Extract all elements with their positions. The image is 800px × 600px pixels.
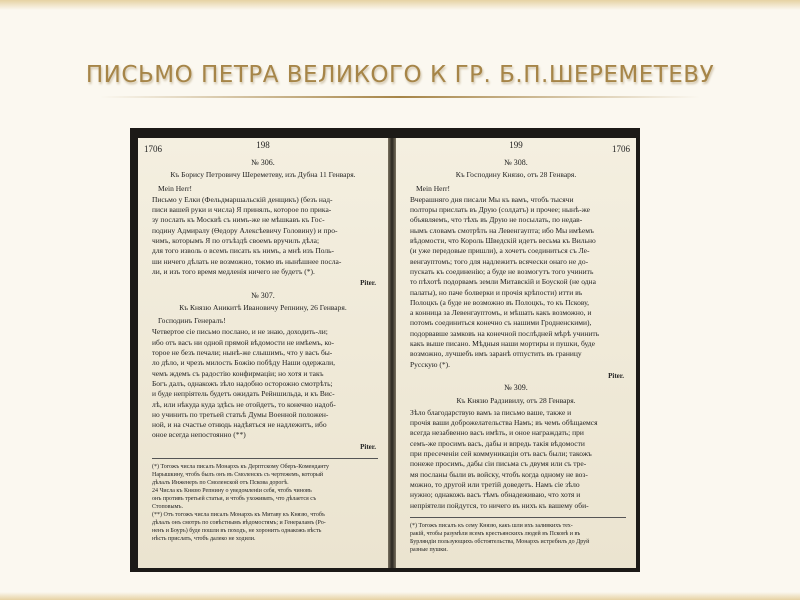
text-line: прочія ваши доброжелательства Намъ; въ чемъ обѣщаемся	[410, 418, 598, 428]
letter-307-signature: Piter.	[360, 442, 376, 451]
right-page-number: 199	[509, 140, 523, 150]
letter-306-address: Къ Борису Петровичу Шереметеву, изъ Дубна 11 Генваря.	[170, 170, 356, 180]
text-line: подину Адмиралу (Ѳедору Алексѣевичу Головину) и про-	[152, 225, 338, 235]
left-page-footnotes	[152, 458, 378, 543]
text-line: Полоцкъ (а буде не возможно въ Полоцкъ, то къ Пскову,	[410, 297, 590, 307]
text-line: ли, и изъ того время медленія ничего не будетъ (*).	[152, 266, 315, 276]
left-page-year: 1706	[144, 144, 162, 154]
letter-307-salutation: Господинъ Генералъ!	[158, 316, 226, 326]
footnote-line: (*) Тогожъ числа писалъ Монархъ къ Дерптскому Оберъ-Коменданту	[152, 464, 330, 471]
text-line: (и уже передовые пришли), а хочетъ соединиться съ Ле-	[410, 246, 590, 256]
slide-title: ПИСЬМО ПЕТРА ВЕЛИКОГО К ГР. Б.П.ШЕРЕМЕТЕВУ	[85, 62, 715, 88]
text-line: зу послать къ Москвѣ съ нимъ-же не мѣшкавъ къ Гос-	[152, 215, 325, 225]
text-line: лѣ, или нѣкуда куда здѣсь не отойдетъ, то конечно надоб-	[152, 399, 336, 409]
footnote-line: (**) Отъ тогожъ числа писалъ Монархъ къ Митаву къ Князю, чтобъ	[152, 512, 325, 519]
text-line: ши ничего дѣлать не возможно, токмо въ нынѣшнее посла-	[152, 256, 342, 266]
left-page-header	[138, 138, 388, 156]
text-line: чимъ, которымъ Я по отъѣздѣ своемъ вручилъ дѣла;	[152, 236, 320, 246]
text-line: Русскую (*).	[410, 359, 450, 369]
text-line: Письмо у Елки (Фельдмаршальскій денщикъ) (безъ над-	[152, 194, 333, 204]
text-line: можно, то другой или третій доведетъ. Намъ сіе зѣло	[410, 479, 580, 489]
text-line: писи вашей руки и числа) Я принялъ, которое по прика-	[152, 205, 332, 215]
text-line: нужно; однакожъ васъ тѣмъ обнадеживаю, что хотя и	[410, 490, 581, 500]
bottom-decor-band	[0, 592, 800, 600]
text-line: всегда незабвенно васъ имѣть, и оное награждать; при	[410, 428, 584, 438]
right-page-footnotes	[410, 517, 626, 554]
footnote-line: (*) Тогожъ писалъ къ сему Князю, какъ шли ихъ заливкихъ тех-	[410, 522, 573, 529]
text-line: палаты), но паче болверки и прочія крѣпости) итти въ	[410, 287, 583, 297]
footnote-line: онъ противъ третьей статьи, и чтобъ ухоживать, что дѣлается съ	[152, 496, 317, 503]
letter-309-address: Къ Князю Радзивилу, отъ 28 Генваря.	[456, 395, 576, 405]
letter-309-body	[410, 408, 626, 511]
text-line: но учинить по третьей статьѣ Думы Военной положен-	[152, 409, 329, 419]
text-line: потомъ соединиться конечно съ нашими Гродненскими),	[410, 318, 592, 328]
text-line: Вчерашняго дня писали Мы къ вамъ, чтобъ тысячи	[410, 194, 574, 204]
text-line: а конница за Левенгауптомъ, и мѣшать какъ возможно, и	[410, 308, 592, 318]
letter-306-salutation: Mein Herr!	[158, 183, 192, 193]
letter-308-address: Къ Господину Князю, отъ 28 Генваря.	[455, 170, 577, 180]
top-decor-band	[0, 0, 800, 10]
text-line: оное всегда непостоянно (**)	[152, 430, 246, 440]
text-line: семъ-же просимъ васъ, дабы и впредь такія вѣдомости	[410, 438, 585, 448]
right-page-year: 1706	[612, 144, 630, 154]
text-line: ло дѣло, и чрезъ милость Божію побѣду Наши одержали,	[152, 358, 336, 368]
letter-307-body	[152, 327, 378, 440]
text-line: для того изволь о всемъ писать къ нимъ, а мнѣ изъ Поль-	[152, 246, 335, 256]
text-line: непріятели пойдутся, то ничего въ нихъ къ вашему оби-	[410, 500, 589, 510]
letter-307-address: Къ Князю Аникитѣ Ивановичу Репнину, 26 Генваря.	[179, 302, 347, 312]
text-line: ибо отъ васъ ни одной прямой вѣдомости не имѣемъ, ко-	[152, 337, 334, 347]
text-line: полторы прислать въ Друю (солдатъ) и прочее; нынѣ-же	[410, 205, 591, 215]
letter-309-number: № 309.	[504, 383, 528, 393]
text-line: понеже просимъ, дабы сіи письма съ двумя или съ тре-	[410, 459, 587, 469]
footnote-line: Нарышкину, чтобъ былъ онъ въ Смоленскъ съ чертежемъ, который	[152, 472, 324, 479]
text-line: Зѣло благодарствую вамъ за письмо ваше, также и	[410, 407, 572, 417]
text-line: возможно, лучшебъ имъ заранѣ отпустить въ границу	[410, 349, 582, 359]
right-page-header	[396, 138, 636, 156]
letter-307-number: № 307.	[251, 290, 275, 300]
text-line: при пресеченіи сей коммуникаціи отъ васъ были; такожъ	[410, 449, 592, 459]
text-line: мя посланы были въ войску, чтобъ когда одному не воз-	[410, 469, 588, 479]
letter-308-body	[410, 195, 626, 370]
text-line: какъ выше писано. Мѣдныя наши мортиры и пушки, буде	[410, 339, 595, 349]
text-line: подорвавше замковъ на конечной послѣдней мѣрѣ учинить	[410, 328, 600, 338]
footnote-line: ненъ и Боуръ) буде пошли въ походъ, не хоронитъ однакожъ вѣсть	[152, 528, 322, 535]
right-page	[396, 138, 636, 568]
footnote-line: дѣлалъ Инженеръ по Смоленской отъ Пскова дорогѣ.	[152, 480, 289, 487]
footnote-line: 24 Числа къ Князю Репнину о уведомленіи себя, чтобъ чиновъ	[152, 488, 312, 495]
letter-308-number: № 308.	[504, 158, 528, 167]
footnote-line: нѣсть прислать, чтобъ далеко не ходили.	[152, 536, 256, 543]
text-line: чемъ ждемъ съ радостію конфирмаціи; но хотя и такъ	[152, 368, 324, 378]
letter-306-signature: Piter.	[360, 279, 376, 288]
footnote-line: Стоповымъ.	[152, 504, 183, 511]
text-line: Четвертое сіе письмо послано, и не знаю, доходить-ли;	[152, 327, 328, 337]
book-photo	[130, 128, 640, 572]
letter-306-number: № 306.	[251, 158, 275, 167]
text-line: Богъ далъ, однакожъ зѣло надобно осторожно смотрѣть;	[152, 378, 333, 388]
text-line: пускать къ соединенію; а буде не возмогутъ того учинить	[410, 266, 594, 276]
text-line: то пѣхотѣ подорвамъ земли Митавскій и Боуской (не одна	[410, 277, 596, 287]
letter-308-signature: Piter.	[608, 371, 624, 380]
text-line: нымъ словамъ смотрѣть на Левенгаупта; ибо Мы имѣемъ	[410, 225, 594, 235]
letter-308-salutation: Mein Herr!	[416, 183, 450, 193]
title-underline	[100, 96, 700, 98]
footnote-line: разные пушки.	[410, 546, 448, 553]
text-line: ной, и на счастье отнюдь надѣяться не надлежитъ, ибо	[152, 420, 327, 430]
footnote-line: дѣлалъ онъ смотръ по совѣстнымъ вѣдомостямъ; и Генераламъ (Ро-	[152, 520, 326, 527]
book-gutter	[388, 138, 396, 568]
left-page-number: 198	[256, 140, 270, 150]
text-line: объявляемъ, что тѣхъ въ Друю не посылать, по недав-	[410, 215, 583, 225]
left-page	[138, 138, 390, 568]
text-line: венгауптомъ; того для надлежитъ всячески онаго не до-	[410, 256, 589, 266]
text-line: и буде непріятель будетъ ожидать Рейншильда, и къ Вис-	[152, 389, 335, 399]
letter-306-body	[152, 195, 378, 277]
footnote-line: Бурляндіи пользующихъ обстоятельства, Монархъ истребилъ до Друй	[410, 538, 590, 545]
footnote-line: ракій, чтобы разумѣли всемъ крестьянскихъ людей въ Псковѣ и въ	[410, 530, 581, 537]
text-line: торое не безъ печали; нынѣ-же слышимъ, что у васъ бы-	[152, 348, 333, 358]
text-line: вѣдомости, что Король Шведскій идетъ весьма къ Вильно	[410, 236, 596, 246]
